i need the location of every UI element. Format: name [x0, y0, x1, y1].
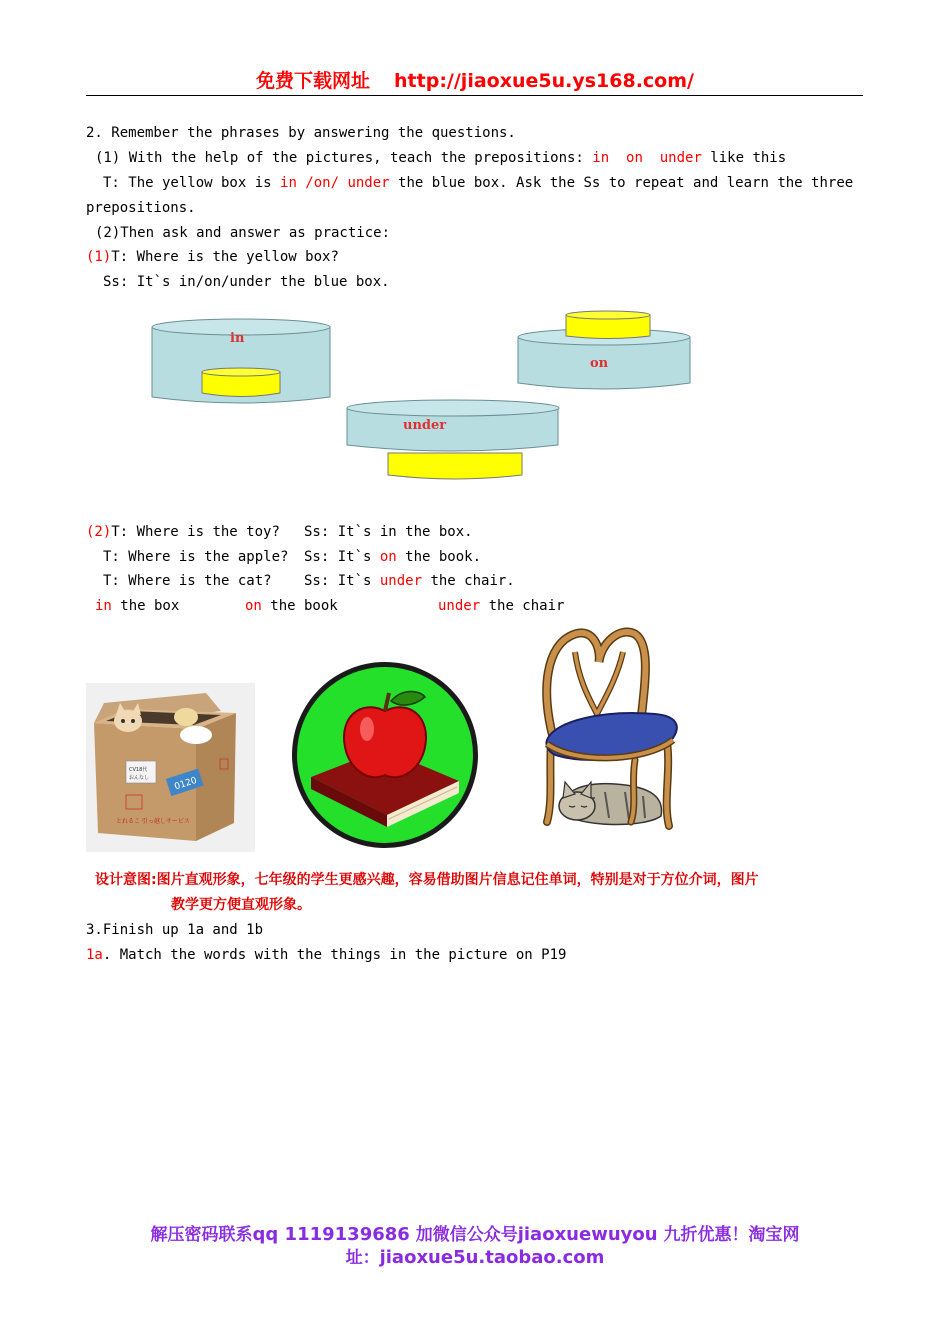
practice2-q3: T: Where is the cat? [103, 573, 272, 589]
footer-line2: 址：jiaoxue5u.taobao.com [345, 1247, 605, 1268]
header-url-link[interactable]: http://jiaoxue5u.ys168.com/ [394, 70, 694, 92]
practice2-a2: Ss: It`s on the book. [304, 549, 482, 565]
prepositions-box-diagram [140, 305, 710, 490]
box-in-illustration [152, 319, 330, 403]
box-on-illustration [518, 311, 690, 389]
practice2-a3: Ss: It`s under the chair. [304, 573, 515, 589]
svg-text:とれるこ 引っ越しサービス: とれるこ 引っ越しサービス [116, 818, 190, 825]
svg-text:0120: 0120 [173, 775, 199, 793]
section2-line1: (1) With the help of the pictures, teach the prepositions: in on under like this [95, 150, 787, 166]
section2-title: 2. Remember the phrases by answering the questions. [86, 125, 516, 141]
section3-title: 3.Finish up 1a and 1b [86, 922, 264, 938]
caption-under-the-chair: under the chair [438, 598, 565, 614]
section2-line3: prepositions. [86, 200, 196, 216]
apple-on-book-image [289, 659, 481, 851]
caption-on-the-book: on the book [245, 598, 338, 614]
footer-line1: 解压密码联系qq 1119139686 加微信公众号jiaoxuewuyou 九折优惠！淘宝网 [150, 1224, 800, 1245]
label-on: on [590, 356, 609, 371]
label-in: in [230, 331, 245, 346]
svg-text:おんなし: おんなし [129, 775, 150, 781]
section2-line5: (1)T: Where is the yellow box? [86, 249, 339, 265]
page-header [0, 66, 950, 93]
practice2-q1: (2)T: Where is the toy? [86, 524, 280, 540]
caption-in-the-box: in the box [95, 598, 180, 614]
label-under: under [403, 418, 447, 433]
footer-shop-link[interactable]: jiaoxue5u.taobao.com [379, 1247, 605, 1268]
header-site-label: 免费下载网址 [256, 70, 371, 92]
practice2-q2: T: Where is the apple? [103, 549, 289, 565]
footer-qq: qq 1119139686 [252, 1224, 410, 1245]
section3-1a: 1a. Match the words with the things in the picture on P19 [86, 947, 567, 963]
design-note-line2: 教学更方便直观形象。 [171, 897, 311, 913]
section2-line2: T: The yellow box is in /on/ under the blue box. Ask the Ss to repeat and learn the three [103, 175, 854, 191]
svg-text:CV18代: CV18代 [129, 767, 148, 773]
cat-under-chair-image [535, 622, 705, 837]
toy-in-box-image [86, 683, 255, 852]
footer-wechat: jiaoxuewuyou [517, 1224, 658, 1245]
practice2-a1: Ss: It`s in the box. [304, 524, 473, 540]
design-note-line1: 设计意图:图片直观形象，七年级的学生更感兴趣，容易借助图片信息记住单词，特别是对于方位介词，图片 [95, 872, 759, 888]
box-under-illustration [347, 400, 559, 479]
header-divider [86, 95, 863, 96]
section2-line6: Ss: It`s in/on/under the blue box. [103, 274, 390, 290]
section2-line4: (2)Then ask and answer as practice: [95, 225, 391, 241]
